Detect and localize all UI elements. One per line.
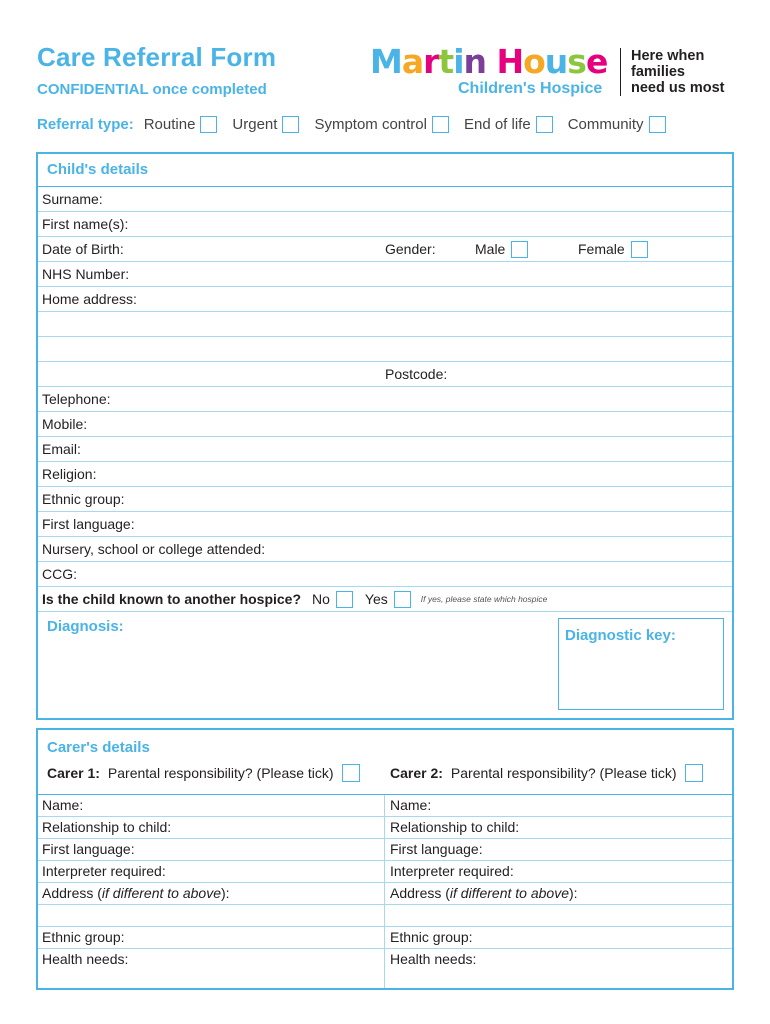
carer-2-label: Carer 2: [390,765,443,781]
hospice-note: If yes, please state which hospice [420,594,548,604]
logo-letter: r [423,42,439,81]
carer-1-parental-checkbox[interactable] [342,764,360,782]
logo-letter: n [463,42,486,81]
form-title: Care Referral Form [37,42,277,72]
ccg-field[interactable] [38,562,732,587]
logo-letter: e [585,42,608,81]
first-names-label: First name(s): [42,216,129,232]
carer-2-parental-label: Parental responsibility? (Please tick) [450,765,677,781]
address-line-3[interactable] [38,337,732,362]
logo-subtitle: Children's Hospice [458,80,603,97]
tagline-line-1: Here when [631,48,705,64]
nhs-number-label: NHS Number: [42,266,130,282]
carer-2-name-label: Name: [390,797,432,813]
carer-address-row[interactable] [38,883,732,905]
ccg-label: CCG: [42,566,77,582]
logo-letter: o [523,42,545,81]
male-checkbox[interactable] [511,241,528,258]
symptom-control-checkbox[interactable] [432,116,449,133]
option-label: Urgent [232,116,278,133]
carer-2-header [390,764,703,782]
diagnostic-key-box[interactable] [558,618,724,710]
religion-field[interactable] [38,462,732,487]
diagnosis-label: Diagnosis: [47,618,124,635]
option-label: Community [567,116,644,133]
surname-label: Surname: [42,191,103,207]
postcode-row[interactable] [38,362,732,387]
referral-option-community [568,116,666,133]
carer-name-row[interactable] [38,795,732,817]
dob-gender-row[interactable] [38,237,732,262]
address-line-2[interactable] [38,312,732,337]
childs-details-title: Child's details [47,161,149,178]
hospice-yes-option [365,587,411,611]
religion-label: Religion: [42,466,97,482]
address-italic: if different to above [449,885,569,901]
dob-label: Date of Birth: [42,241,124,257]
female-label: Female [578,241,625,257]
carer-1-label: Carer 1: [47,765,100,781]
hospice-no-checkbox[interactable] [336,591,353,608]
tagline-line-3: need us most [631,80,725,96]
tagline [631,48,724,96]
first-language-label: First language: [42,516,135,532]
logo-letter [486,42,497,81]
childs-details-section [36,152,734,720]
nursery-school-field[interactable] [38,537,732,562]
childs-details-rows [38,186,732,612]
urgent-checkbox[interactable] [282,116,299,133]
routine-checkbox[interactable] [200,116,217,133]
referral-option-urgent [232,116,299,133]
logo-divider [620,48,621,96]
first-names-field[interactable] [38,212,732,237]
referral-option-symptom-control [314,116,449,133]
carer-1-address-label [42,883,230,904]
address-post: ): [221,885,230,901]
ethnic-group-label: Ethnic group: [42,491,125,507]
carers-details-title: Carer's details [47,739,150,756]
confidential-note: CONFIDENTIAL once completed [37,81,267,98]
nhs-number-field[interactable] [38,262,732,287]
carer-1-language-label: First language: [42,841,135,857]
email-label: Email: [42,441,81,457]
tagline-line-2: families [631,64,685,80]
logo-letter: H [496,42,524,81]
female-option [578,237,648,261]
option-label: End of life [463,116,531,133]
ethnic-group-field[interactable] [38,487,732,512]
carer-interpreter-row[interactable] [38,861,732,883]
carer-1-parental-label: Parental responsibility? (Please tick) [107,765,334,781]
yes-label: Yes [364,591,388,607]
martin-house-logo [370,42,607,81]
other-hospice-options [312,587,547,611]
telephone-label: Telephone: [42,391,111,407]
referral-option-end-of-life [464,116,553,133]
referral-option-routine [144,116,218,133]
logo-letter: s [567,42,586,81]
address-pre: Address ( [42,885,102,901]
other-hospice-question: Is the child known to another hospice? [42,591,302,607]
hospice-yes-checkbox[interactable] [394,591,411,608]
carer-grid [38,794,732,971]
carer-address-line-2[interactable] [38,905,732,927]
male-option [475,237,528,261]
carer-2-parental-checkbox[interactable] [685,764,703,782]
carer-2-language-label: First language: [390,841,483,857]
carer-2-interpreter-label: Interpreter required: [390,863,514,879]
carer-2-address-label [390,883,578,904]
carer-2-ethnic-label: Ethnic group: [390,929,473,945]
carer-1-health-label: Health needs: [42,951,129,967]
mobile-field[interactable] [38,412,732,437]
referral-type-label: Referral type: [37,116,134,133]
carer-1-name-label: Name: [42,797,84,813]
address-post: ): [569,885,578,901]
carer-1-interpreter-label: Interpreter required: [42,863,166,879]
address-pre: Address ( [390,885,450,901]
carer-relationship-row[interactable] [38,817,732,839]
logo-letter: t [438,42,454,81]
carers-details-section [36,728,734,990]
diagnostic-key-label: Diagnostic key: [565,627,676,644]
no-label: No [312,591,330,607]
logo-letter: i [453,42,464,81]
surname-field[interactable] [38,187,732,212]
female-checkbox[interactable] [631,241,648,258]
option-label: Routine [143,116,196,133]
community-checkbox[interactable] [649,116,666,133]
carer-1-relationship-label: Relationship to child: [42,819,172,835]
carer-health-row[interactable] [38,949,732,971]
carer-language-row[interactable] [38,839,732,861]
carer-2-relationship-label: Relationship to child: [390,819,520,835]
end-of-life-checkbox[interactable] [536,116,553,133]
referral-type-row [37,116,681,133]
hospice-no-option [312,587,353,611]
carer-1-ethnic-label: Ethnic group: [42,929,125,945]
logo-letter: a [401,42,424,81]
nursery-school-label: Nursery, school or college attended: [42,541,266,557]
other-hospice-row[interactable] [38,587,732,612]
mobile-label: Mobile: [42,416,88,432]
home-address-field[interactable] [38,287,732,312]
logo-letter: M [370,42,402,81]
carer-1-header [47,764,360,782]
address-italic: if different to above [101,885,221,901]
postcode-label: Postcode: [385,366,448,382]
carer-2-health-label: Health needs: [390,951,477,967]
male-label: Male [475,241,506,257]
logo-letter: u [544,42,568,81]
telephone-field[interactable] [38,387,732,412]
gender-label: Gender: [385,241,436,257]
home-address-label: Home address: [42,291,137,307]
carer-ethnic-row[interactable] [38,927,732,949]
option-label: Symptom control [314,116,427,133]
first-language-field[interactable] [38,512,732,537]
email-field[interactable] [38,437,732,462]
